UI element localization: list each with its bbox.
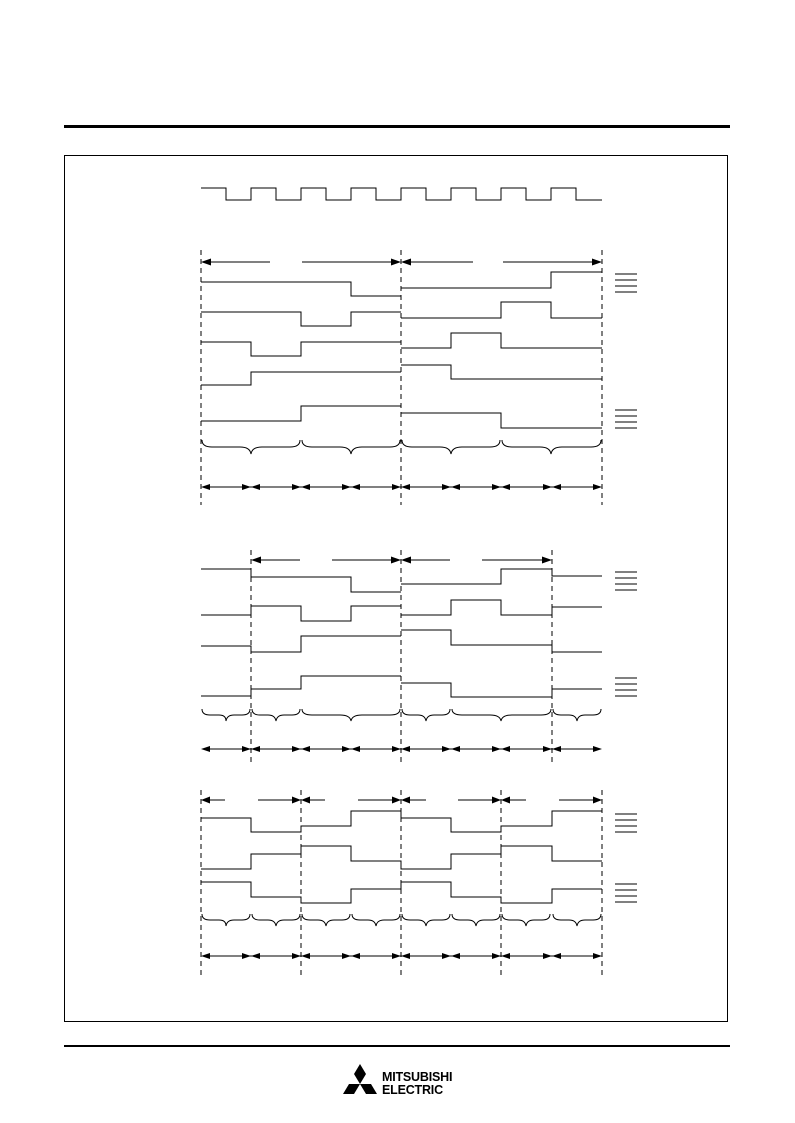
clock-waveform — [201, 188, 602, 200]
section-1-symbols — [615, 274, 637, 428]
brand-line-1: MITSUBISHI — [382, 1070, 453, 1084]
section-2-symbols — [615, 572, 637, 696]
footer-rule — [64, 1045, 730, 1047]
brand-wordmark — [382, 1071, 452, 1097]
section-3-symbols — [615, 814, 637, 902]
section-2-boundaries — [251, 550, 552, 765]
brand-line-2: ELECTRIC — [382, 1083, 443, 1097]
